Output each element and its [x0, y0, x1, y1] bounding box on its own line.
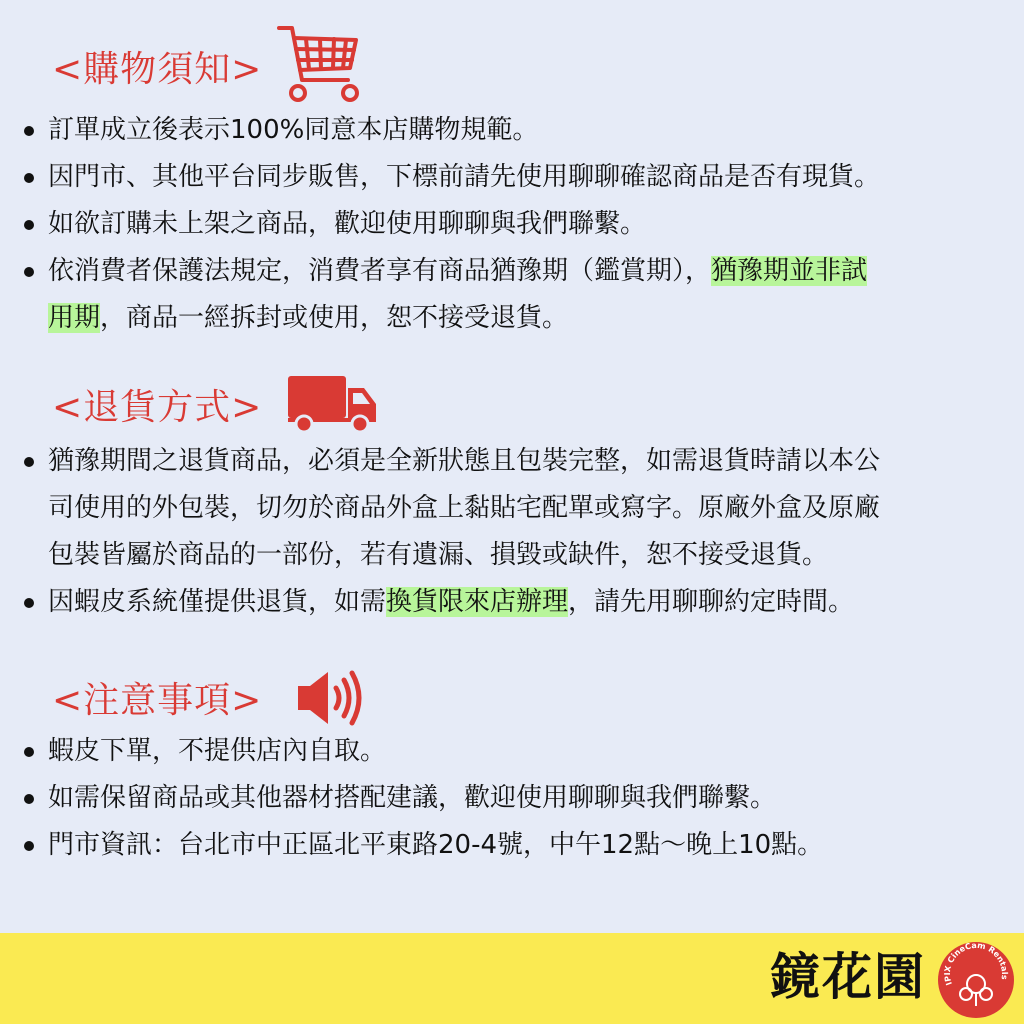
- delivery-truck-icon: [286, 374, 378, 434]
- list-item: 如欲訂購未上架之商品，歡迎使用聊聊與我們聯繫。: [22, 201, 1012, 248]
- speaker-icon: [296, 668, 366, 728]
- brand-name: 鏡花園: [770, 947, 926, 1006]
- list-item: 蝦皮下單，不提供店內自取。: [22, 728, 1012, 775]
- list-item: 依消費者保護法規定，消費者享有商品猶豫期（鑑賞期），猶豫期並非試 用期，商品一經拆封或使用，恕不接受退貨。: [22, 248, 1012, 342]
- highlighted-text: 用期: [48, 303, 101, 333]
- list-item: 因門市、其他平台同步販售，下標前請先使用聊聊確認商品是否有現貨。: [22, 154, 1012, 201]
- list-item: 猶豫期間之退貨商品，必須是全新狀態且包裝完整，如需退貨時請以本公 司使用的外包裝，切勿於商品外盒上黏貼宅配單或寫字。原廠外盒及原廠 包裝皆屬於商品的一部份，若有遺漏、損毀或缺件，恕不接受退貨。: [22, 438, 1012, 579]
- highlighted-text: 換貨限來店辦理: [386, 587, 569, 617]
- highlighted-text: 猶豫期並非試: [711, 256, 868, 286]
- logo-text: IPIX CineCam Rentals: [942, 940, 1010, 987]
- section-title-shopping-notes: <購物須知>: [52, 49, 263, 90]
- shopping-notes-list: [22, 107, 1012, 342]
- list-item: 門市資訊：台北市中正區北平東路20-4號，中午12點～晚上10點。: [22, 822, 1012, 869]
- footer-bar: [0, 933, 1024, 1024]
- notices-list: [22, 728, 1012, 869]
- section-title-notices: <注意事項>: [52, 680, 263, 721]
- list-item: 因蝦皮系統僅提供退貨，如需換貨限來店辦理，請先用聊聊約定時間。: [22, 579, 1012, 626]
- return-method-list: [22, 438, 1012, 626]
- list-item: 如需保留商品或其他器材搭配建議，歡迎使用聊聊與我們聯繫。: [22, 775, 1012, 822]
- shopping-cart-icon: [276, 24, 362, 104]
- list-item: 訂單成立後表示100%同意本店購物規範。: [22, 107, 1012, 154]
- brand-logo-icon: [936, 940, 1016, 1020]
- section-title-return-method: <退貨方式>: [52, 387, 263, 428]
